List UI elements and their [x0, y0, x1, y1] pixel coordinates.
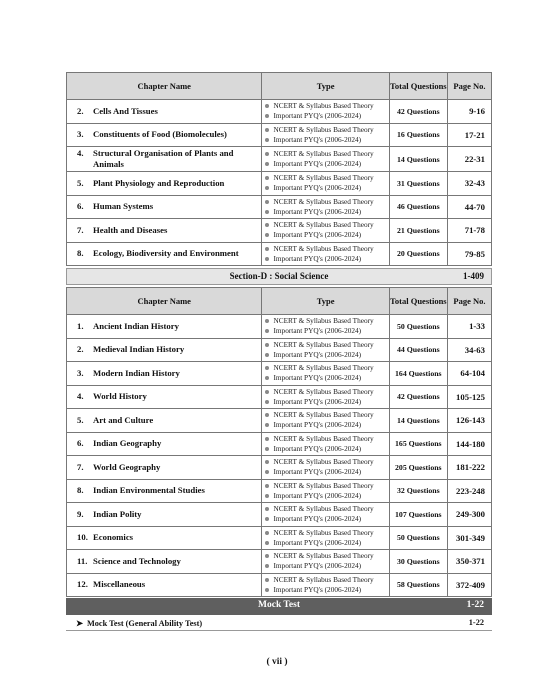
page-cell: 34-63	[447, 338, 491, 362]
type-theory: NCERT & Syllabus Based Theory	[273, 173, 374, 183]
chapter-name: Medieval Indian History	[93, 344, 185, 355]
mock-test-pages: 1-22	[466, 600, 484, 610]
table-row	[67, 219, 492, 243]
chapter-name: Cells And Tissues	[93, 105, 158, 116]
bullet-icon	[265, 460, 269, 464]
chapter-name: Ecology, Biodiversity and Environment	[93, 248, 239, 259]
table-row	[67, 550, 492, 574]
chapter-number: 2.	[77, 344, 84, 355]
type-theory: NCERT & Syllabus Based Theory	[273, 410, 374, 420]
chapter-name: Ancient Indian History	[93, 320, 179, 331]
table-row	[67, 147, 492, 172]
bullet-icon	[265, 588, 269, 592]
chapter-number: 8.	[77, 248, 84, 259]
chapter-number: 7.	[77, 461, 84, 472]
questions-cell: 205 Questions	[389, 456, 447, 480]
bullet-icon	[265, 470, 269, 474]
type-pyq: Important PYQ's (2006-2024)	[273, 373, 362, 383]
type-theory: NCERT & Syllabus Based Theory	[273, 363, 374, 373]
chapter-number: 9.	[77, 508, 84, 519]
type-pyq: Important PYQ's (2006-2024)	[273, 349, 362, 359]
type-theory: NCERT & Syllabus Based Theory	[273, 243, 374, 253]
bullet-icon	[265, 138, 269, 142]
type-cell	[262, 123, 389, 147]
bullet-icon	[265, 186, 269, 190]
chapter-name: Indian Polity	[93, 508, 142, 519]
chapter-name-cell	[67, 315, 262, 339]
questions-cell: 50 Questions	[389, 526, 447, 550]
table-row	[67, 362, 492, 386]
type-pyq: Important PYQ's (2006-2024)	[273, 490, 362, 500]
chapter-name: Science and Technology	[93, 555, 181, 566]
header-page-no: Page No.	[447, 288, 491, 315]
mock-test-item-pages: 1-22	[468, 618, 484, 627]
chapter-name: World History	[93, 391, 147, 402]
page-cell: 249-300	[447, 503, 491, 527]
type-pyq: Important PYQ's (2006-2024)	[273, 111, 362, 121]
type-pyq: Important PYQ's (2006-2024)	[273, 183, 362, 193]
bullet-icon	[265, 484, 269, 488]
table-header-row	[67, 288, 492, 315]
type-theory: NCERT & Syllabus Based Theory	[273, 504, 374, 514]
chapter-name-cell	[67, 479, 262, 503]
type-pyq: Important PYQ's (2006-2024)	[273, 396, 362, 406]
bullet-icon	[265, 114, 269, 118]
type-cell	[262, 385, 389, 409]
chapter-name-cell	[67, 526, 262, 550]
bullet-icon	[265, 437, 269, 441]
chapter-number: 11.	[77, 555, 88, 566]
bullet-icon	[265, 162, 269, 166]
page-cell: 301-349	[447, 526, 491, 550]
chapter-name: Indian Geography	[93, 438, 162, 449]
type-theory: NCERT & Syllabus Based Theory	[273, 386, 374, 396]
bullet-icon	[265, 507, 269, 511]
bullet-icon	[265, 447, 269, 451]
type-theory: NCERT & Syllabus Based Theory	[273, 457, 374, 467]
questions-cell: 165 Questions	[389, 432, 447, 456]
type-pyq: Important PYQ's (2006-2024)	[273, 537, 362, 547]
questions-cell: 31 Questions	[389, 172, 447, 196]
type-cell	[262, 573, 389, 597]
mock-test-item	[66, 615, 492, 631]
section-d-header	[66, 268, 492, 285]
type-cell	[262, 315, 389, 339]
chapter-name-cell	[67, 432, 262, 456]
chapter-number: 5.	[77, 177, 84, 188]
table-row	[67, 432, 492, 456]
bullet-icon	[265, 257, 269, 261]
section-c-rows	[67, 100, 492, 266]
questions-cell: 44 Questions	[389, 338, 447, 362]
type-theory: NCERT & Syllabus Based Theory	[273, 149, 374, 158]
bullet-icon	[265, 223, 269, 227]
chapter-number: 10.	[77, 532, 88, 543]
chapter-number: 3.	[77, 129, 84, 140]
section-d-table	[66, 287, 492, 597]
questions-cell: 14 Questions	[389, 409, 447, 433]
table-row	[67, 338, 492, 362]
bullet-icon	[265, 319, 269, 323]
table-row	[67, 242, 492, 266]
questions-cell: 32 Questions	[389, 479, 447, 503]
page-cell: 64-104	[447, 362, 491, 386]
page-cell: 181-222	[447, 456, 491, 480]
type-pyq: Important PYQ's (2006-2024)	[273, 561, 362, 571]
chapter-name: Indian Environmental Studies	[93, 485, 205, 496]
bullet-icon	[265, 423, 269, 427]
page-cell: 9-16	[447, 100, 491, 124]
chapter-name: Constituents of Food (Biomolecules)	[93, 129, 227, 140]
bullet-icon	[265, 554, 269, 558]
bullet-icon	[265, 366, 269, 370]
chapter-name-cell	[67, 550, 262, 574]
type-pyq: Important PYQ's (2006-2024)	[273, 159, 362, 168]
page-cell: 372-409	[447, 573, 491, 597]
questions-cell: 20 Questions	[389, 242, 447, 266]
bullet-icon	[265, 353, 269, 357]
type-theory: NCERT & Syllabus Based Theory	[273, 101, 374, 111]
table-row	[67, 503, 492, 527]
chapter-number: 6.	[77, 201, 84, 212]
chapter-name-cell	[67, 409, 262, 433]
questions-cell: 164 Questions	[389, 362, 447, 386]
header-chapter-name: Chapter Name	[67, 73, 262, 100]
chapter-number: 1.	[77, 320, 84, 331]
type-theory: NCERT & Syllabus Based Theory	[273, 480, 374, 490]
chapter-name: Health and Diseases	[93, 224, 168, 235]
table-row	[67, 526, 492, 550]
bullet-icon	[265, 400, 269, 404]
header-type: Type	[262, 73, 389, 100]
chapter-name-cell	[67, 172, 262, 196]
header-page-no: Page No.	[447, 73, 491, 100]
bullet-icon	[265, 541, 269, 545]
bullet-icon	[265, 390, 269, 394]
header-type: Type	[262, 288, 389, 315]
table-row	[67, 100, 492, 124]
chapter-number: 7.	[77, 224, 84, 235]
chapter-name: Modern Indian History	[93, 367, 180, 378]
chapter-number: 5.	[77, 414, 84, 425]
chapter-name: Human Systems	[93, 201, 154, 212]
table-row	[67, 195, 492, 219]
type-pyq: Important PYQ's (2006-2024)	[273, 443, 362, 453]
chapter-name-cell	[67, 338, 262, 362]
type-theory: NCERT & Syllabus Based Theory	[273, 124, 374, 134]
chapter-name: World Geography	[93, 461, 161, 472]
type-pyq: Important PYQ's (2006-2024)	[273, 467, 362, 477]
chapter-name: Miscellaneous	[93, 579, 146, 590]
section-c-table	[66, 72, 492, 266]
header-chapter-name: Chapter Name	[67, 288, 262, 315]
page-cell: 32-43	[447, 172, 491, 196]
bullet-icon	[265, 210, 269, 214]
bullet-icon	[265, 376, 269, 380]
page-cell: 223-248	[447, 479, 491, 503]
type-theory: NCERT & Syllabus Based Theory	[273, 574, 374, 584]
type-cell	[262, 409, 389, 433]
bullet-icon	[265, 531, 269, 535]
questions-cell: 42 Questions	[389, 385, 447, 409]
questions-cell: 21 Questions	[389, 219, 447, 243]
type-theory: NCERT & Syllabus Based Theory	[273, 433, 374, 443]
chapter-name-cell	[67, 147, 262, 172]
page-cell: 71-78	[447, 219, 491, 243]
page-cell: 105-125	[447, 385, 491, 409]
type-cell	[262, 242, 389, 266]
chapter-name-cell	[67, 100, 262, 124]
page-cell: 44-70	[447, 195, 491, 219]
bullet-icon	[265, 152, 269, 156]
table-row	[67, 409, 492, 433]
bullet-icon	[265, 343, 269, 347]
chapter-name-cell	[67, 362, 262, 386]
chapter-name: Structural Organisation of Plants and Animals	[93, 148, 234, 169]
bullet-icon	[265, 517, 269, 521]
type-theory: NCERT & Syllabus Based Theory	[273, 196, 374, 206]
type-theory: NCERT & Syllabus Based Theory	[273, 527, 374, 537]
bullet-icon	[265, 413, 269, 417]
chapter-name-cell	[67, 573, 262, 597]
mock-test-header	[66, 598, 492, 615]
type-pyq: Important PYQ's (2006-2024)	[273, 253, 362, 263]
bullet-icon	[265, 176, 269, 180]
type-cell	[262, 147, 389, 172]
chapter-number: 3.	[77, 367, 84, 378]
mock-test-item-label: Mock Test (General Ability Test)	[86, 619, 203, 628]
type-pyq: Important PYQ's (2006-2024)	[273, 514, 362, 524]
bullet-icon	[265, 564, 269, 568]
page-cell: 350-371	[447, 550, 491, 574]
questions-cell: 14 Questions	[389, 147, 447, 172]
page-cell: 17-21	[447, 123, 491, 147]
page-number-footer: ( vii )	[266, 657, 288, 667]
type-cell	[262, 479, 389, 503]
type-pyq: Important PYQ's (2006-2024)	[273, 584, 362, 594]
type-theory: NCERT & Syllabus Based Theory	[273, 339, 374, 349]
questions-cell: 16 Questions	[389, 123, 447, 147]
page-cell: 144-180	[447, 432, 491, 456]
chapter-number: 2.	[77, 105, 84, 116]
bullet-icon	[265, 578, 269, 582]
questions-cell: 50 Questions	[389, 315, 447, 339]
chapter-name-cell	[67, 385, 262, 409]
chapter-name: Plant Physiology and Reproduction	[93, 177, 225, 188]
type-pyq: Important PYQ's (2006-2024)	[273, 230, 362, 240]
chapter-number: 4.	[77, 391, 84, 402]
header-total-questions: Total Questions	[389, 288, 447, 315]
table-header-row	[67, 73, 492, 100]
type-cell	[262, 338, 389, 362]
chapter-number: 8.	[77, 485, 84, 496]
questions-cell: 46 Questions	[389, 195, 447, 219]
arrow-bullet-icon: ➤	[76, 619, 83, 628]
table-row	[67, 456, 492, 480]
chapter-name-cell	[67, 219, 262, 243]
section-d-title: Section-D : Social Science	[229, 271, 329, 281]
type-cell	[262, 100, 389, 124]
chapter-number: 12.	[77, 579, 88, 590]
type-theory: NCERT & Syllabus Based Theory	[273, 316, 374, 326]
type-pyq: Important PYQ's (2006-2024)	[273, 134, 362, 144]
table-row	[67, 385, 492, 409]
questions-cell: 42 Questions	[389, 100, 447, 124]
table-row	[67, 123, 492, 147]
table-row	[67, 573, 492, 597]
type-cell	[262, 503, 389, 527]
mock-test-title: Mock Test	[258, 600, 300, 610]
bullet-icon	[265, 128, 269, 132]
chapter-name-cell	[67, 456, 262, 480]
page-cell: 22-31	[447, 147, 491, 172]
type-pyq: Important PYQ's (2006-2024)	[273, 420, 362, 430]
type-cell	[262, 362, 389, 386]
type-theory: NCERT & Syllabus Based Theory	[273, 220, 374, 230]
table-row	[67, 315, 492, 339]
chapter-name: Economics	[93, 532, 134, 543]
chapter-name: Art and Culture	[93, 414, 154, 425]
type-cell	[262, 432, 389, 456]
type-cell	[262, 219, 389, 243]
chapter-name-cell	[67, 195, 262, 219]
section-d-pages: 1-409	[463, 271, 484, 281]
type-cell	[262, 526, 389, 550]
type-cell	[262, 456, 389, 480]
table-row	[67, 172, 492, 196]
page-cell: 1-33	[447, 315, 491, 339]
page-cell: 79-85	[447, 242, 491, 266]
header-total-questions: Total Questions	[389, 73, 447, 100]
chapter-name-cell	[67, 242, 262, 266]
section-d-rows	[67, 315, 492, 597]
chapter-number: 6.	[77, 438, 84, 449]
bullet-icon	[265, 329, 269, 333]
contents-page	[66, 72, 492, 631]
table-row	[67, 479, 492, 503]
type-cell	[262, 172, 389, 196]
type-cell	[262, 195, 389, 219]
bullet-icon	[265, 104, 269, 108]
chapter-name-cell	[67, 503, 262, 527]
page-cell: 126-143	[447, 409, 491, 433]
chapter-number: 4.	[77, 148, 84, 158]
bullet-icon	[265, 233, 269, 237]
type-theory: NCERT & Syllabus Based Theory	[273, 551, 374, 561]
questions-cell: 30 Questions	[389, 550, 447, 574]
bullet-icon	[265, 200, 269, 204]
bullet-icon	[265, 494, 269, 498]
chapter-name-cell	[67, 123, 262, 147]
type-pyq: Important PYQ's (2006-2024)	[273, 206, 362, 216]
questions-cell: 58 Questions	[389, 573, 447, 597]
bullet-icon	[265, 247, 269, 251]
questions-cell: 107 Questions	[389, 503, 447, 527]
type-pyq: Important PYQ's (2006-2024)	[273, 326, 362, 336]
type-cell	[262, 550, 389, 574]
